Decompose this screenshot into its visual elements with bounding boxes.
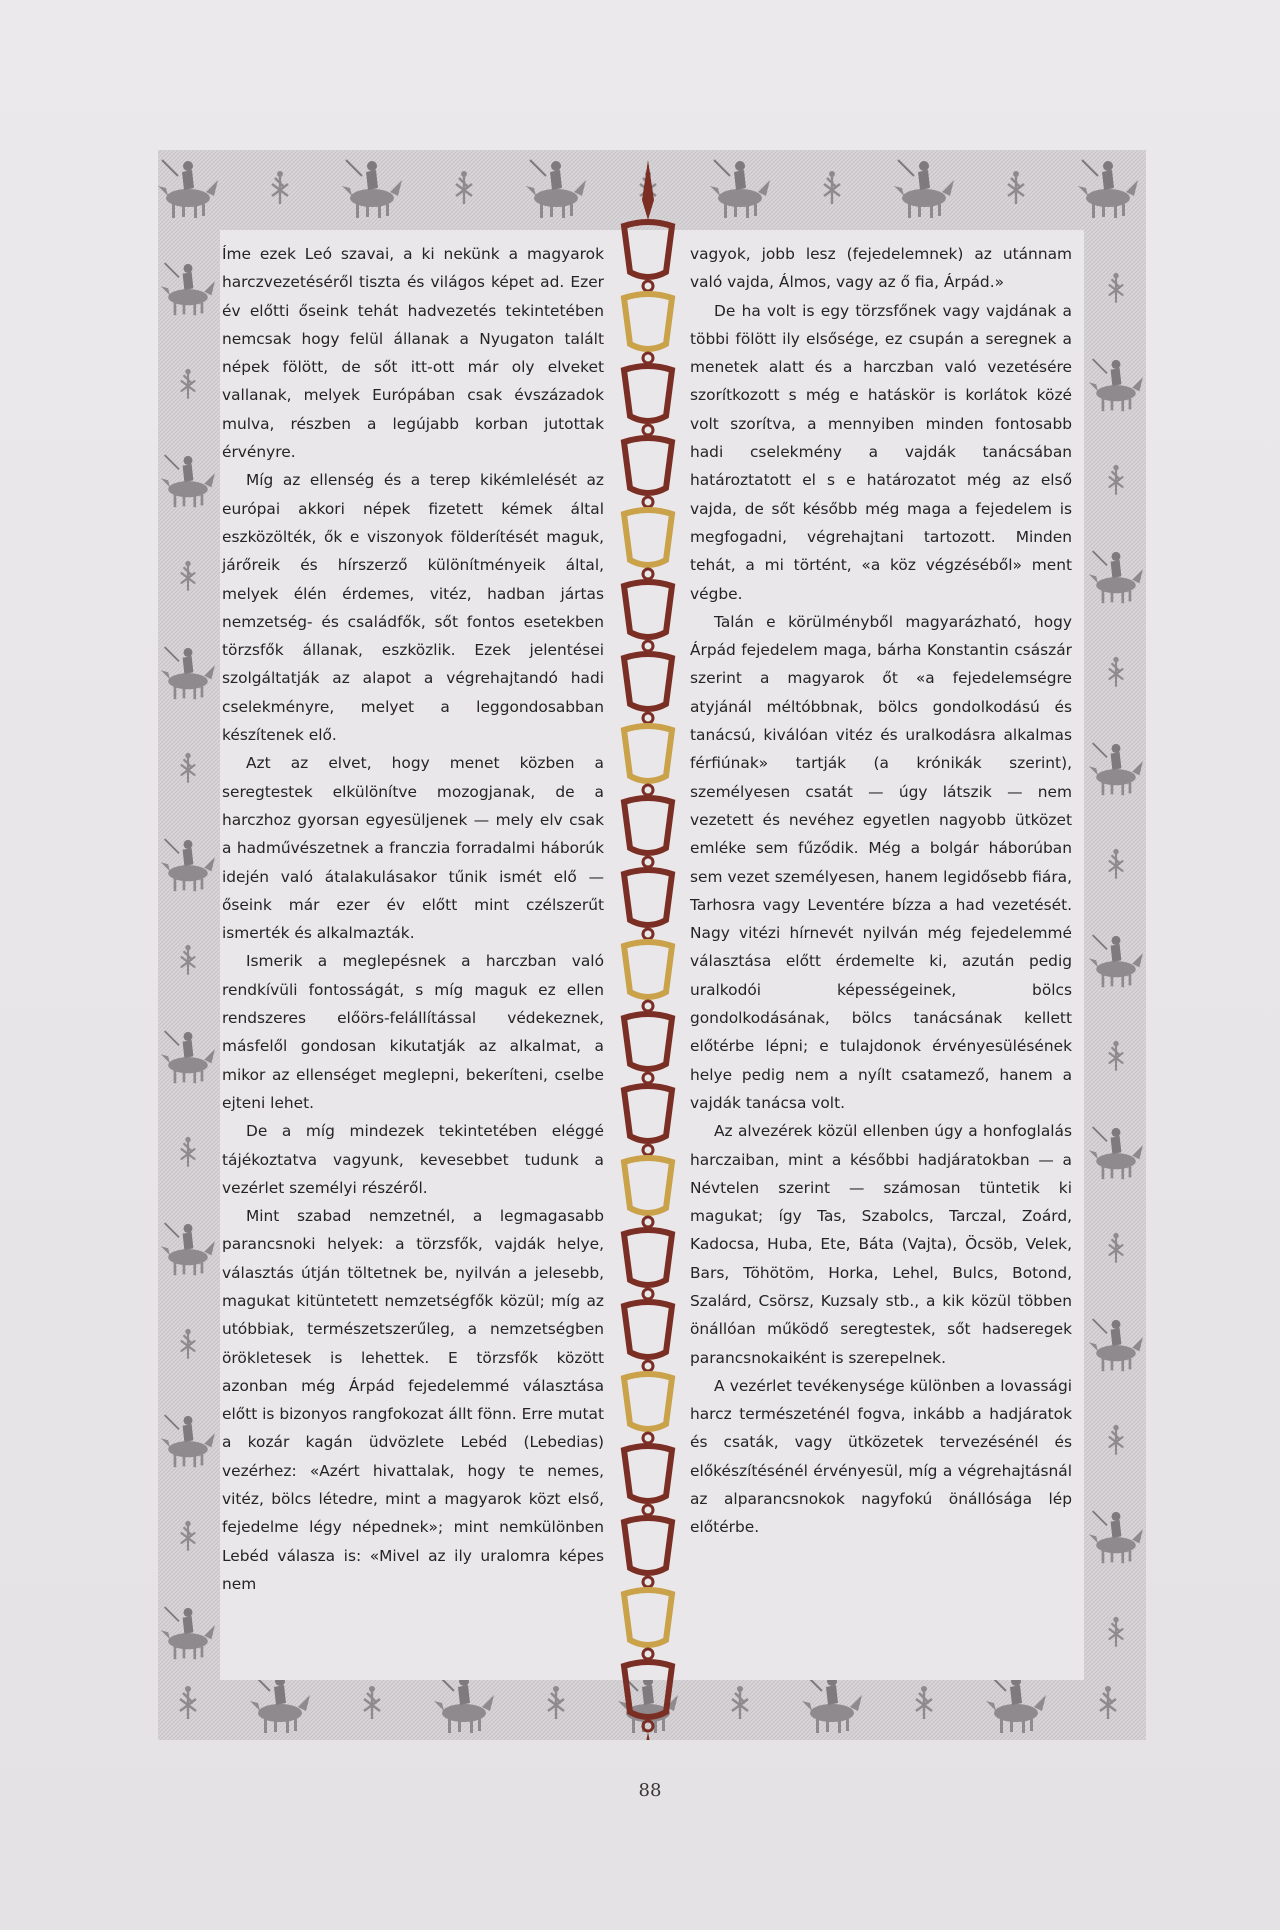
chain-ring-icon	[643, 713, 653, 723]
chain-ring-icon	[643, 1721, 653, 1731]
chain-graphic	[608, 160, 688, 1740]
paragraph: Mint szabad nemzetnél, a legmagasabb parancsnoki helyek: a törzsfők, vajdák helye, választás útján töltetnek be, nyilván a jelesebb, magukat kitüntetett nemzetségfők közül; míg az utóbbiak, természetszerűleg, a nemzetségben örökletesek is lehettek. E törzsfők között azonban még Árpád fejedelemmé választása előtt is bizonyos rangfokozat állt fönn. Erre mutat a kozár kagán üdvözlete Lebéd (Lebedias) vezérhez: «Azért hivattalak, hogy te nemes, vitéz, bölcs létedre, mint a magyarok közt első, fejedelme légy népednek»; mint nemkülönben Lebéd válasza is: «Mivel az ily uralomra képes nem	[222, 1207, 604, 1593]
chain-ring-icon	[643, 1433, 653, 1443]
chain-link-icon	[624, 438, 672, 493]
paragraph: De a míg mindezek tekintetében eléggé tájékoztatva vagyunk, kevesebbet tudunk a vezérlet személyi részéről.	[222, 1122, 604, 1197]
chain-link-icon	[624, 1158, 672, 1213]
chain-link-icon	[624, 870, 672, 925]
chain-ring-icon	[643, 1217, 653, 1227]
page-number: 88	[638, 1780, 662, 1801]
chain-ring-icon	[643, 281, 653, 291]
chain-link-icon	[624, 942, 672, 997]
chain-link-icon	[624, 582, 672, 637]
chain-link-icon	[624, 1446, 672, 1501]
chain-finial-icon	[642, 1732, 654, 1740]
chain-link-icon	[624, 798, 672, 853]
chain-ring-icon	[643, 929, 653, 939]
chain-ring-icon	[643, 641, 653, 651]
chain-link-icon	[624, 1518, 672, 1573]
chain-link-icon	[624, 1230, 672, 1285]
paragraph: Talán e körülményből magyarázható, hogy Árpád fejedelem maga, bárha Konstantin császár szerint a magyarok őt «a fejedelemségre atyjánál méltóbbnak, bölcs gondolkodású és tanácsú, kiválóan vitéz és uralkodásra alkalmas férfiúnak» tartják (a krónikák szerint), személyesen csatát — úgy látszik — nem vezetett és nevéhez egyetlen nagyobb ütközet emléke sem fűződik. Még a bolgár háborúban sem vezet személyesen, hanem legidősebb fiára, Tarhosra vagy Leventére bízza a had vezetését. Nagy vitézi hírnevét nyilván még fejedelemmé választása előtt érdemelte ki, azután pedig uralkodói képességeinek, bölcs gondolkodásának, bölcs tanácsának kellett előtérbe lépni; e tulajdonok érvényesülésének helye pedig nem a nyílt csatamező, hanem a vajdák tanácsa volt.	[690, 612, 1072, 1112]
left-column	[222, 240, 604, 1598]
chain-ring-icon	[643, 1361, 653, 1371]
chain-ring-icon	[643, 1505, 653, 1515]
chain-ring-icon	[643, 1001, 653, 1011]
chain-link-icon	[624, 366, 672, 421]
chain-ring-icon	[643, 1073, 653, 1083]
right-column	[690, 240, 1072, 1542]
chain-ring-icon	[643, 425, 653, 435]
chain-ring-icon	[643, 569, 653, 579]
paragraph: Míg az ellenség és a terep kikémlelését az európai akkori népek fizetett kémek által eszközölték, ők e viszonyok földerítését maguk, járőreik és hírszerző különítményeik által, melyek élén érdemes, vitéz, hadban jártas nemzetség- és családfők, sőt fontos esetekben törzsfők állanak, eszközlik. Ezek jelentései szolgáltatják az alapot a végrehajtandó hadi cselekményre, melyet a leggondosabban készítenek elő.	[222, 471, 604, 745]
paragraph: Íme ezek Leó szavai, a ki nekünk a magyarok harczvezetéséről tiszta és világos képet ad. Ezer év előtti őseink tehát hadvezetés tekintetében nemcsak hogy felül állanak a Nyugaton talált népek fölött, de sőt itt-ott már oly elveket vallanak, melyek Európában csak évszázadok mulva, részben a legújabb korban jutottak érvényre.	[222, 245, 604, 462]
chain-ring-icon	[643, 1145, 653, 1155]
chain-link-icon	[624, 1590, 672, 1645]
chain-link-icon	[624, 222, 672, 277]
chain-link-icon	[624, 1014, 672, 1069]
chain-ring-icon	[643, 1577, 653, 1587]
chain-ornament	[608, 160, 688, 1740]
chain-ring-icon	[643, 353, 653, 363]
chain-link-icon	[624, 294, 672, 349]
chain-link-icon	[624, 1662, 672, 1717]
chain-ring-icon	[643, 497, 653, 507]
chain-link-icon	[624, 1374, 672, 1429]
paragraph: A vezérlet tevékenysége különben a lovassági harcz természeténél fogva, inkább a hadjáratok és csaták, vagy ütközetek tervezésénél és előkészítésénél érvényesül, míg a végrehajtásnál az alparancsnokok nagyfokú önállósága lép előtérbe.	[690, 1376, 1072, 1537]
chain-link-icon	[624, 1086, 672, 1141]
chain-finial-icon	[642, 160, 654, 220]
chain-link-icon	[624, 726, 672, 781]
chain-ring-icon	[643, 1649, 653, 1659]
chain-link-icon	[624, 1302, 672, 1357]
paragraph: De ha volt is egy törzsfőnek vagy vajdának a többi fölött ily elsősége, ez csupán a seregnek a menetek alatt és a harczban való vezetésére szorítkozott s még e hatáskör is korlátok közé volt szorítva, a mennyiben minden fontosabb hadi cselekmény a vajdák tanácsában határoztatott el s e határozatot még az első vajda, de sőt később még maga a fejedelem is megfogadni, végrehajtani tartozott. Minden tehát, a mi történt, «a köz végzéséből» ment végbe.	[690, 301, 1072, 603]
chain-link-icon	[624, 510, 672, 565]
paragraph: Azt az elvet, hogy menet közben a seregtestek elkülönítve mozogjanak, de a harczhoz gyorsan egyesüljenek — mely elv csak a hadművészetnek a franczia forradalmi háborúk idején való átalakulásakor tűnik ismét elő — őseink már ezer év előtt mint czélszerűt ismerték és alkalmazták.	[222, 754, 604, 943]
paragraph: Az alvezérek közül ellenben úgy a honfoglalás harczaiban, mint a későbbi hadjáratokban — a Névtelen szerint — számosan tüntetik ki magukat; így Tas, Szabolcs, Tarczal, Zoárd, Kadocsa, Huba, Ete, Báta (Vajta), Öcsöb, Velek, Bars, Töhötöm, Horka, Lehel, Bulcs, Botond, Szalárd, Csörsz, Kuzsaly stb., a kik közül többen önállóan működő seregtestek, sőt hadseregek parancsnokaiként is szerepelnek.	[690, 1122, 1072, 1367]
chain-link-icon	[624, 654, 672, 709]
paragraph: Ismerik a meglepésnek a harczban való rendkívüli fontosságát, s míg maguk ez ellen rendszeres előörs-felállítással védekeznek, másfelől gondosan kikutatják az alkalmat, a mikor az ellenséget meglepni, bekeríteni, cselbe ejteni lehet.	[222, 952, 604, 1112]
chain-ring-icon	[643, 1289, 653, 1299]
chain-ring-icon	[643, 785, 653, 795]
paragraph: vagyok, jobb lesz (fejedelemnek) az utánnam való vajda, Álmos, vagy az ő fia, Árpád.»	[690, 245, 1072, 292]
chain-ring-icon	[643, 857, 653, 867]
